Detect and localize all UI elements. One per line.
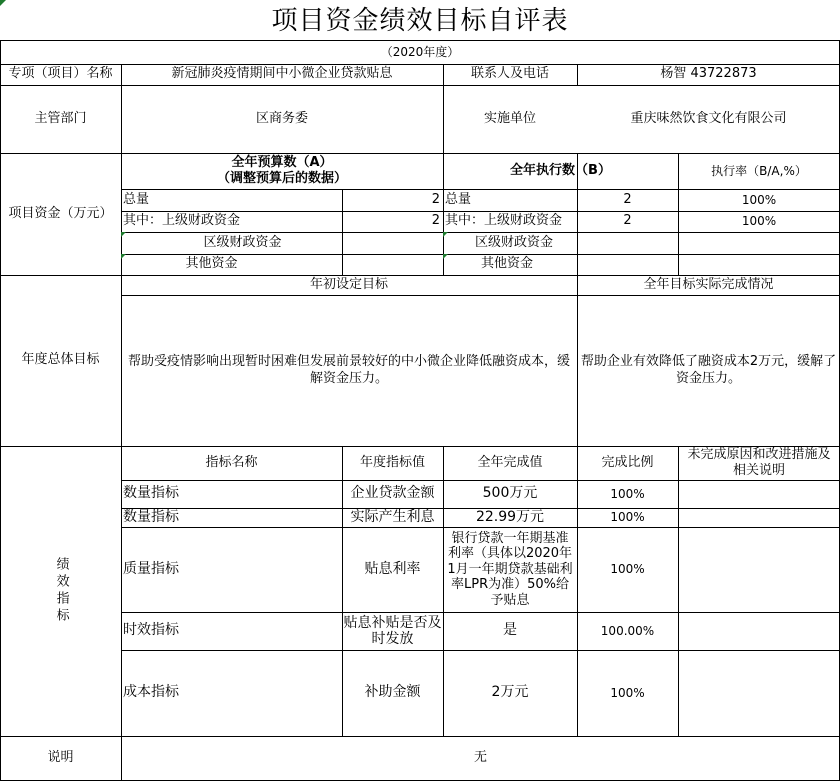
indicator-target-header: 年度指标值 (359, 454, 425, 470)
funds-other-label: 其他资金 (121, 254, 342, 275)
indicator-ratio: 100% (610, 562, 645, 576)
indicator-name-header: 指标名称 (205, 454, 258, 470)
indicator-target: 企业贷款金额 (350, 485, 435, 502)
indicator-reason (678, 527, 840, 612)
indicator-target: 贴息补贴是否及时发放 (343, 614, 442, 647)
project-name-value: 新冠肺炎疫情期间中小微企业贷款贴息 (171, 66, 393, 82)
funds-total-rate: 100% (741, 192, 777, 207)
indicator-done: 银行贷款一年期基准利率（具体以2020年1月一年期贷款基础利率LPR为准）50%给予贴息 (447, 530, 573, 608)
funds-other-budget (342, 254, 443, 275)
funds-district-budget (342, 232, 443, 254)
indicator-reason-header: 未完成原因和改进措施及相关说明 (687, 446, 831, 478)
indicator-category: 时效指标 (123, 622, 179, 639)
funds-total-exec-label: 总量 (445, 191, 472, 207)
execution-rate-header: 执行率（B/A,%） (711, 163, 807, 178)
indicator-reason (678, 650, 840, 736)
initial-goal-text: 帮助受疫情影响出现暂时困难但发展前景较好的中小微企业降低融资成本，缓解资金压力。 (127, 354, 570, 386)
indicator-reason (678, 612, 840, 650)
department-value: 区商务委 (255, 110, 308, 126)
funds-upper-exec: 2 (623, 213, 632, 229)
funds-total-budget: 2 (431, 191, 440, 207)
indicator-category: 成本指标 (123, 684, 179, 701)
indicator-ratio: 100% (610, 510, 645, 524)
funds-upper-rate: 100% (741, 214, 777, 228)
indicator-category: 数量指标 (123, 508, 179, 525)
project-name-label: 专项（项目）名称 (8, 66, 113, 82)
indicator-ratio-header: 完成比例 (601, 454, 654, 470)
indicator-done: 是 (503, 622, 517, 639)
contact-label: 联系人及电话 (470, 66, 549, 82)
actual-goal-header: 全年目标实际完成情况 (643, 276, 774, 292)
initial-goal-header: 年初设定目标 (309, 276, 388, 292)
contact-value: 杨智 43722873 (660, 66, 757, 82)
funds-label: 项目资金（万元） (8, 205, 113, 221)
indicator-category: 质量指标 (123, 560, 179, 577)
indicator-reason (678, 480, 840, 508)
indicator-ratio: 100% (610, 685, 645, 700)
indicator-done: 22.99万元 (475, 508, 545, 525)
indicator-target: 贴息利率 (364, 560, 421, 577)
indicator-target: 补助金额 (364, 684, 421, 701)
indicator-done: 500万元 (482, 485, 538, 502)
actual-goal-text: 帮助企业有效降低了融资成本2万元，缓解了资金压力。 (580, 354, 837, 386)
funds-total-label: 总量 (123, 191, 150, 207)
funds-district-label: 区级财政资金 (121, 232, 342, 254)
indicator-done-header: 全年完成值 (477, 454, 543, 470)
funds-district-exec-label: 区级财政资金 (443, 232, 577, 254)
funds-total-exec: 2 (623, 191, 632, 207)
indicator-done: 2万元 (491, 684, 529, 701)
indicator-ratio: 100% (610, 486, 645, 501)
page-title: 项目资金绩效目标自评表 (271, 6, 569, 36)
note-label: 说明 (47, 749, 74, 765)
department-label: 主管部门 (34, 110, 87, 126)
funds-other-exec-label: 其他资金 (443, 254, 577, 275)
implementing-unit-label: 实施单位 (483, 110, 536, 126)
indicator-target: 实际产生利息 (350, 508, 435, 525)
note-value: 无 (473, 749, 487, 765)
execution-header: 全年执行数（B） (510, 162, 611, 178)
indicator-category: 数量指标 (123, 485, 179, 502)
budget-header: 全年预算数（A） （调整预算后的数据） (216, 154, 347, 186)
indicator-ratio: 100.00% (600, 623, 655, 638)
annual-goals-label: 年度总体目标 (21, 352, 100, 368)
report-year: （2020年度） (380, 45, 460, 59)
funds-district-exec (577, 232, 678, 254)
funds-other-rate (678, 254, 840, 275)
funds-upper-budget: 2 (431, 213, 440, 229)
indicator-reason (678, 508, 840, 527)
performance-indicators-label: 绩效指标 (53, 557, 69, 625)
funds-other-exec (577, 254, 678, 275)
funds-upper-label: 其中：上级财政资金 (123, 213, 241, 229)
funds-district-rate (678, 232, 840, 254)
funds-upper-exec-label: 其中：上级财政资金 (445, 213, 563, 229)
implementing-unit-value: 重庆味然饮食文化有限公司 (630, 110, 787, 126)
